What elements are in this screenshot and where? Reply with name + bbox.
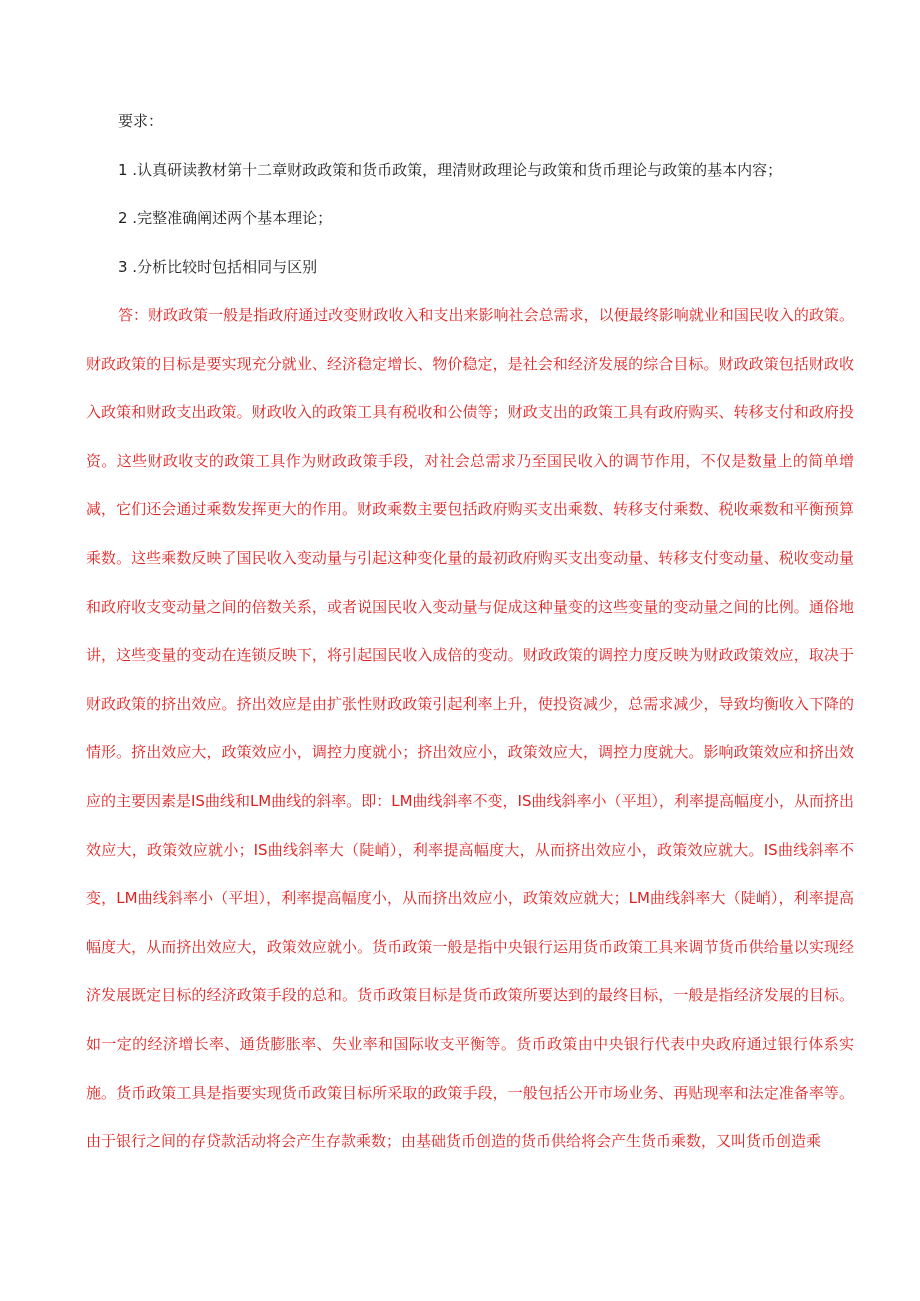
requirement-item-3: 3 .分析比较时包括相同与区别 xyxy=(118,257,318,276)
requirement-item-1: 1 .认真研读教材第十二章财政政策和货币政策，理清财政理论与政策和货币理论与政策的基本内容； xyxy=(118,160,783,179)
requirements-heading: 要求： xyxy=(118,112,164,130)
requirement-item-2: 2 .完整准确阐述两个基本理论； xyxy=(118,209,333,227)
answer-paragraph: 答：财政政策一般是指政府通过改变财政收入和支出来影响社会总需求，以便最终影响就业和国民收入的政策。财政政策的目标是要实现充分就业、经济稳定增长、物价稳定，是社会和经济发展的综合目标。财政政策包括财政收入政策和财政支出政策。财政收入的政策工具有税收和公债等；财政支出的政策工具有政府购买、转移支付和政府投资。这些财政收支的政策工具作为财政政策手段，对社会总需求乃至国民收入的调节作用，不仅是数量上的简单增减，它们还会通过乘数发挥更大的作用。财政乘数主要包括政府购买支出乘数、转移支付乘数、税收乘数和平衡预算乘数。这些乘数反映了国民收入变动量与引起这种变化量的最初政府购买支出变动量、转移支付变动量、税收变动量和政府收支变动量之间的倍数关系，或者说国民收入变动量与促成这种量变的这些变量的变动量之间的比例。通俗地讲，这些变量的变动在连锁反映下，将引起国民收入成倍的变动。财政政策的调控力度反映为财政政策效应，取决于财政政策的挤出效应。挤出效应是由扩张性财政政策引起利率上升，使投资减少，总需求减少，导致均衡收入下降的情形。挤出效应大，政策效应小，调控力度就小；挤出效应小，政策效应大，调控力度就大。影响政策效应和挤出效应的主要因素是IS曲线和LM曲线的斜率。即：LM曲线斜率不变，IS曲线斜率小（平坦），利率提高幅度小，从而挤出效应大，政策效应就小；IS曲线斜率大（陡峭），利率提高幅度大，从而挤出效应小，政策效应就大。IS曲线斜率不变，LM曲线斜率小（平坦），利率提高幅度小，从而挤出效应小，政策效应就大；LM曲线斜率大（陡峭），利率提高幅度大，从而挤出效应大，政策效应就小。货币政策一般是指中央银行运用货币政策工具来调节货币供给量以实现经济发展既定目标的经济政策手段的总和。货币政策目标是货币政策所要达到的最终目标，一般是指经济发展的目标。如一定的经济增长率、通货膨胀率、失业率和国际收支平衡等。货币政策由中央银行代表中央政府通过银行体系实施。货币政策工具是指要实现货币政策目标所采取的政策手段，一般包括公开市场业务、再贴现率和法定准备率等。由于银行之间的存贷款活动将会产生存款乘数；由基础货币创造的货币供给将会产生货币乘数，又叫货币创造乘 xyxy=(86,306,854,1151)
